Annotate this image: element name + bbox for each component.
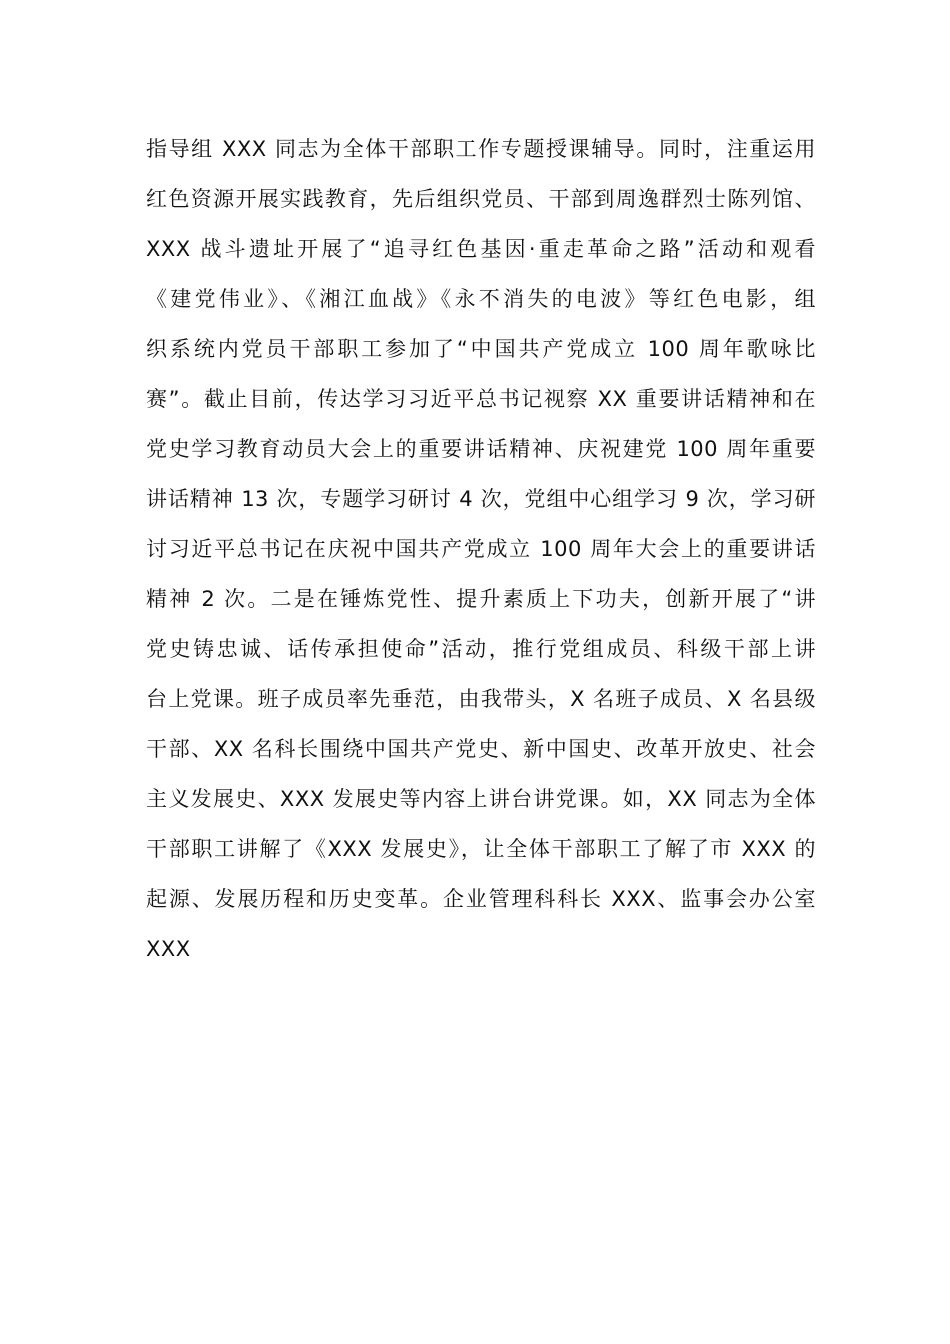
text-line-6: 赛”。截止目前，传达学习习近平总书记视察 XX 重要讲话精神和在 xyxy=(146,387,816,411)
text-line-10: 精神 2 次。二是在锤炼党性、提升素质上下功夫，创新开展了“讲 xyxy=(146,587,816,611)
text-line-2: 红色资源开展实践教育，先后组织党员、干部到周逸群烈士陈列馆、 xyxy=(146,187,816,211)
text-line-7: 党史学习教育动员大会上的重要讲话精神、庆祝建党 100 周年重要 xyxy=(146,437,816,461)
text-line-9: 讨习近平总书记在庆祝中国共产党成立 100 周年大会上的重要讲话 xyxy=(146,537,816,561)
text-line-12: 台上党课。班子成员率先垂范，由我带头，X 名班子成员、X 名县级 xyxy=(146,687,816,711)
text-line-14: 主义发展史、XXX 发展史等内容上讲台讲党课。如，XX 同志为全体 xyxy=(146,787,816,811)
text-line-5: 织系统内党员干部职工参加了“中国共产党成立 100 周年歌咏比 xyxy=(146,337,816,361)
body-text xyxy=(146,124,816,974)
text-line-11: 党史铸忠诚、话传承担使命”活动，推行党组成员、科级干部上讲 xyxy=(146,637,816,661)
text-line-3: XXX 战斗遗址开展了“追寻红色基因·重走革命之路”活动和观看 xyxy=(146,237,816,261)
text-line-13: 干部、XX 名科长围绕中国共产党史、新中国史、改革开放史、社会 xyxy=(146,737,816,761)
text-line-17: XXX xyxy=(146,937,191,961)
text-line-1: 指导组 XXX 同志为全体干部职工作专题授课辅导。同时，注重运用 xyxy=(146,137,816,161)
text-line-4: 《建党伟业》、《湘江血战》《永不消失的电波》等红色电影，组 xyxy=(146,287,816,311)
text-line-16: 起源、发展历程和历史变革。企业管理科科长 XXX、监事会办公室 xyxy=(146,887,816,911)
text-line-15: 干部职工讲解了《XXX 发展史》，让全体干部职工了解了市 XXX 的 xyxy=(146,837,816,861)
text-line-8: 讲话精神 13 次，专题学习研讨 4 次，党组中心组学习 9 次，学习研 xyxy=(146,487,816,511)
